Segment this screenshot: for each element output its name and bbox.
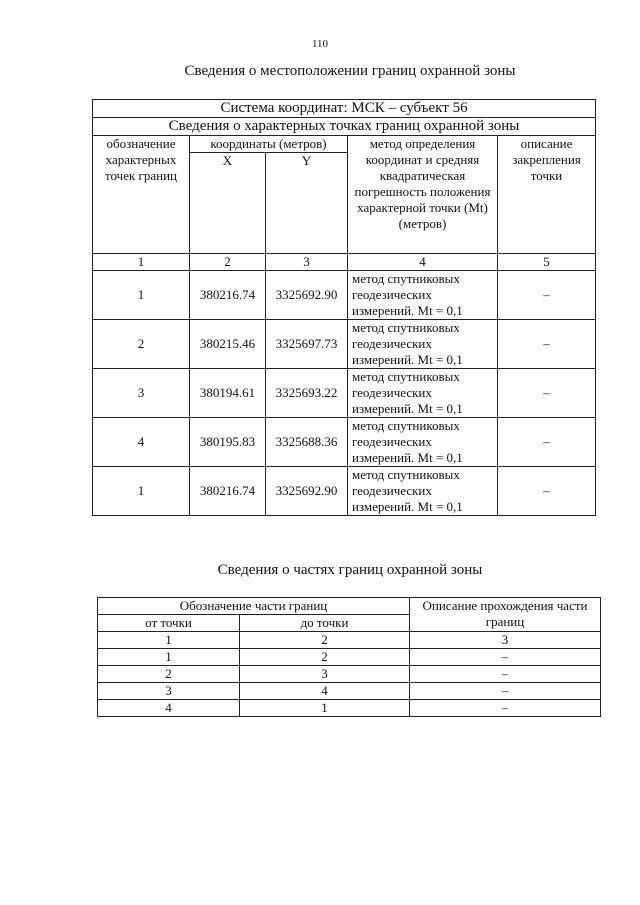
col-number: 2 [190,254,266,271]
table-row [93,320,596,369]
page-number: 110 [311,38,329,50]
coord-y: 3325697.73 [266,320,348,369]
table-row [98,649,601,666]
from-point: 2 [98,666,240,683]
header-y: Y [266,153,348,254]
point-id: 1 [93,467,190,516]
table-row [93,271,596,320]
method-text: метод спутниковых геодезических измерений. Mt = 0,1 [348,467,498,516]
method-text: метод спутниковых геодезических измерений. Mt = 0,1 [348,369,498,418]
point-id: 1 [93,271,190,320]
points-table [92,99,596,516]
coord-y: 3325693.22 [266,369,348,418]
table-row [93,418,596,467]
coord-x: 380215.46 [190,320,266,369]
fixing-desc: – [498,467,596,516]
to-point: 2 [240,649,410,666]
fixing-desc: – [498,271,596,320]
to-point: 3 [240,666,410,683]
part-desc: – [410,666,601,683]
point-id: 4 [93,418,190,467]
coord-x: 380216.74 [190,467,266,516]
col-number: 2 [240,632,410,649]
header-part-description: Описание прохождения части границ [410,598,601,632]
to-point: 1 [240,700,410,717]
col-number: 4 [348,254,498,271]
table-row [98,700,601,717]
header-coordinates: координаты (метров) [190,136,348,153]
section-title-location: Сведения о местоположении границ охранной зоны [184,63,516,79]
header-fixing-description: описание закрепления точки [498,136,596,254]
table-row [98,666,601,683]
coord-x: 380216.74 [190,271,266,320]
fixing-desc: – [498,369,596,418]
method-text: метод спутниковых геодезических измерений. Mt = 0,1 [348,418,498,467]
coordinate-system: Система координат: МСК – субъект 56 [93,100,596,118]
part-desc: – [410,683,601,700]
table-row [93,369,596,418]
coord-y: 3325688.36 [266,418,348,467]
parts-table [97,597,601,717]
col-number: 1 [98,632,240,649]
point-id: 2 [93,320,190,369]
coord-y: 3325692.90 [266,271,348,320]
header-x: X [190,153,266,254]
header-method: метод определения координат и средняя квадратическая погрешность положения характерной точки (Mt) (метров) [348,136,498,254]
coord-x: 380195.83 [190,418,266,467]
header-from-point: от точки [98,615,240,632]
section-title-parts: Сведения о частях границ охранной зоны [217,562,483,578]
to-point: 4 [240,683,410,700]
coord-y: 3325692.90 [266,467,348,516]
method-text: метод спутниковых геодезических измерений. Mt = 0,1 [348,320,498,369]
fixing-desc: – [498,320,596,369]
from-point: 4 [98,700,240,717]
method-text: метод спутниковых геодезических измерений. Mt = 0,1 [348,271,498,320]
table-row [93,467,596,516]
header-part-designation: Обозначение части границ [98,598,410,615]
from-point: 3 [98,683,240,700]
fixing-desc: – [498,418,596,467]
header-to-point: до точки [240,615,410,632]
part-desc: – [410,700,601,717]
from-point: 1 [98,649,240,666]
table-row [98,683,601,700]
point-id: 3 [93,369,190,418]
part-desc: – [410,649,601,666]
points-subtitle: Сведения о характерных точках границ охранной зоны [93,118,596,136]
header-point-designation: обозначение характерных точек границ [93,136,190,254]
col-number: 3 [266,254,348,271]
col-number: 5 [498,254,596,271]
col-number: 3 [410,632,601,649]
col-number: 1 [93,254,190,271]
coord-x: 380194.61 [190,369,266,418]
